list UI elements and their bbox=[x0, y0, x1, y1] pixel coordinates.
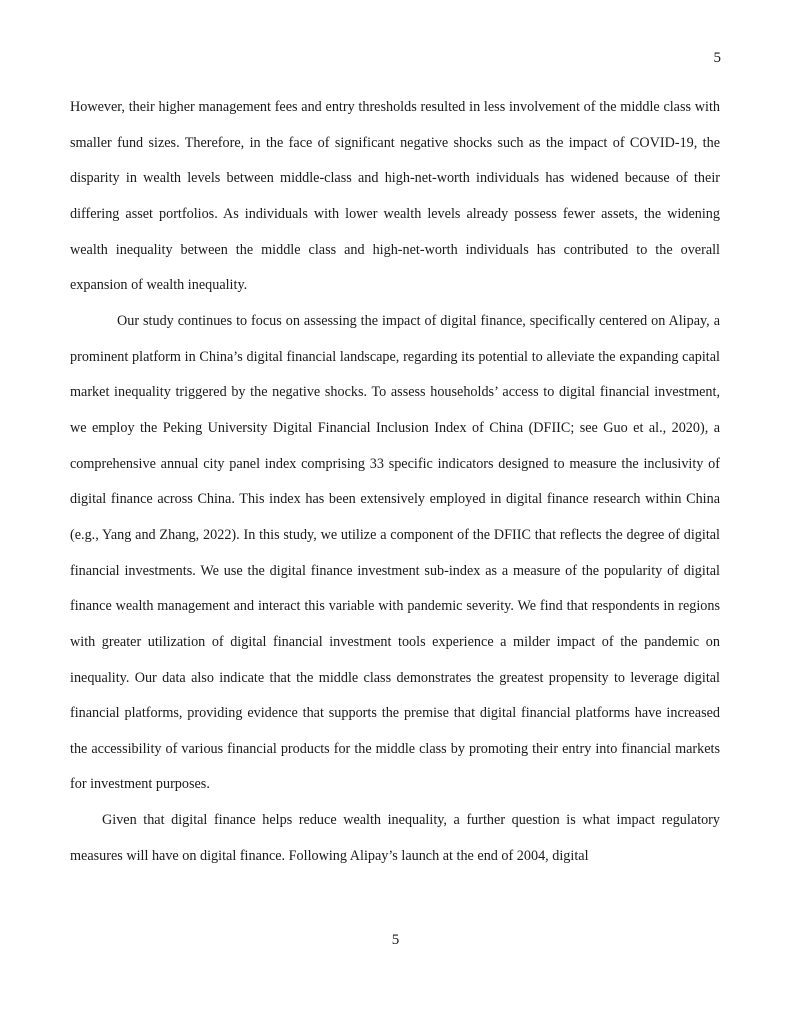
paragraph-digital-finance-study: Our study continues to focus on assessing the impact of digital finance, specifically centered on Alipay, a prominent platform in China’s digital financial landscape, regarding its potential to alleviate the expanding capital market inequality triggered by the negative shocks. To assess households’ access to digital financial investment, we employ the Peking University Digital Financial Inclusion Index of China (DFIIC; see Guo et al., 2020), a comprehensive annual city panel index comprising 33 specific indicators designed to measure the inclusivity of digital finance across China. This index has been extensively employed in digital finance research within China (e.g., Yang and Zhang, 2022). In this study, we utilize a component of the DFIIC that reflects the degree of digital financial investments. We use the digital finance investment sub-index as a measure of the popularity of digital finance wealth management and interact this variable with pandemic severity. We find that respondents in regions with greater utilization of digital financial investment tools experience a milder impact of the pandemic on inequality. Our data also indicate that the middle class demonstrates the greatest propensity to leverage digital financial platforms, providing evidence that supports the premise that digital financial platforms have increased the accessibility of various financial products for the middle class by promoting their entry into financial markets for investment purposes. bbox=[70, 312, 720, 793]
paragraph-regulatory-measures: Given that digital finance helps reduce wealth inequality, a further question is what impact regulatory measures will have on digital finance. Following Alipay’s launch at the end of 2004, digital bbox=[70, 812, 720, 864]
header-page-number: 5 bbox=[713, 50, 721, 66]
paragraph-continuation: However, their higher management fees and entry thresholds resulted in less involvement of the middle class with smaller fund sizes. Therefore, in the face of significant negative shocks such as the impact of COVID-19, the disparity in wealth levels between middle-class and high-net-worth individuals has widened because of their differing asset portfolios. As individuals with lower wealth levels already possess fewer assets, the widening wealth inequality between the middle class and high-net-worth individuals has contributed to the overall expansion of wealth inequality. bbox=[70, 99, 720, 294]
body-text bbox=[70, 90, 720, 874]
footer-page-number: 5 bbox=[391, 932, 400, 948]
